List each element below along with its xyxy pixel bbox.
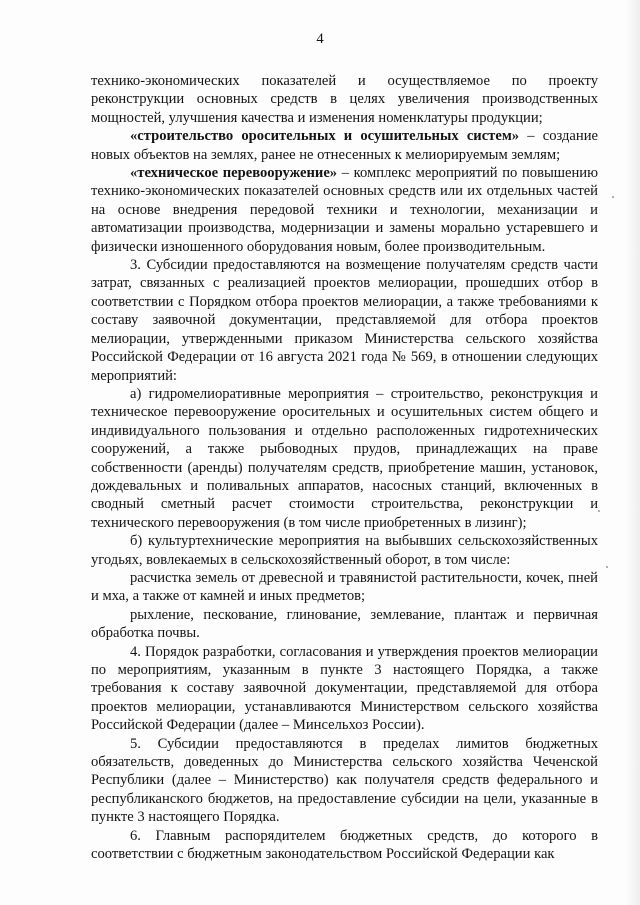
scan-speck <box>612 196 614 198</box>
paragraph-1 <box>91 72 598 127</box>
scan-speck <box>598 510 600 512</box>
paragraph-10 <box>91 735 598 827</box>
paragraph-8-text: рыхление, пескование, глинование, землевание, плантаж и первичная обработка почвы. <box>91 606 598 642</box>
paragraph-4-text: 3. Субсидии предоставляются на возмещение получателям средств части затрат, связанных с реализацией проектов мелиорации, прошедших отбор в соответствии с Порядком отбора проектов мелиорации, а также требованиями к составу заявочной документации, представляемой для отбора проектов мелиорации, утвержденными приказом Министерства сельского хозяйства Российской Федерации от 16 августа 2021 года № 569, в отношении следующих мероприятий: <box>91 257 598 384</box>
scan-shadow-edge <box>626 0 640 905</box>
paragraph-8 <box>91 606 598 643</box>
paragraph-9-text: 4. Порядок разработки, согласования и утверждения проектов мелиорации по мероприятиям, указанным в пункте 3 настоящего Порядка, а также требования к составу заявочной документации, представляемой для отбора проектов мелиорации, устанавливаются Министерством сельского хозяйства Российской Федерации (далее – Минсельхоз России). <box>91 643 598 734</box>
page-number: 4 <box>316 31 324 47</box>
paragraph-5 <box>91 385 598 532</box>
paragraph-3 <box>91 164 598 256</box>
scan-speck <box>606 566 608 568</box>
paragraph-6 <box>91 532 598 569</box>
paragraph-6-text: б) культуртехнические мероприятия на выбывших сельскохозяйственных угодьях, вовлекаемых в сельскохозяйственный оборот, в том числе: <box>91 533 598 568</box>
document-body <box>91 72 598 863</box>
paragraph-9 <box>91 643 598 735</box>
paragraph-3-term: «техническое перевооружение» <box>130 165 338 182</box>
paragraph-10-text: 5. Субсидии предоставляются в пределах лимитов бюджетных обязательств, доведенных до Министерства сельского хозяйства Чеченской Республики (далее – Министерство) как получателя средств федерального и республиканского бюджетов, на предоставление субсидии на цели, указанные в пункте 3 настоящего Порядка. <box>91 735 598 826</box>
paragraph-11-text: 6. Главным распорядителем бюджетных средств, до которого в соответствии с бюджетным законодательством Российской Федерации как <box>91 827 598 863</box>
paragraph-3-text: – комплекс мероприятий по повышению технико-экономических показателей основных средств или их отдельных частей на основе внедрения передовой техники и технологии, механизации и автоматизации производства, модернизации и замены морально устаревшего и физически изношенного оборудования новым, более производительным. <box>91 165 598 255</box>
paragraph-5-text: а) гидромелиоративные мероприятия – строительство, реконструкция и техническое перевооружение оросительных и осушительных систем общего и индивидуального пользования и отдельно расположенных гидротехнических сооружений, а также рыбоводных прудов, принадлежащих на праве собственности (аренды) получателям средств, приобретение машин, установок, дождевальных и поливальных аппаратов, насосных станций, включенных в сводный сметный расчет стоимости строительства, реконструкции и технического перевооружения (в том числе приобретенных в лизинг); <box>91 385 598 531</box>
paragraph-7-text: расчистка земель от древесной и травянистой растительности, кочек, пней и мха, а также от камней и иных предметов; <box>91 569 598 605</box>
paragraph-2 <box>91 127 598 164</box>
paragraph-7 <box>91 569 598 606</box>
paragraph-1-text: технико-экономических показателей и осуществляемое по проекту реконструкции основных средств в целях увеличения производственных мощностей, улучшения качества и изменения номенклатуры продукции; <box>91 73 598 126</box>
paragraph-11 <box>91 827 598 864</box>
paragraph-2-term: «строительство оросительных и осушительных систем» <box>130 128 520 145</box>
paragraph-2-text: – создание новых объектов на землях, ранее не отнесенных к мелиорируемым землям; <box>91 128 598 163</box>
paragraph-4 <box>91 256 598 385</box>
